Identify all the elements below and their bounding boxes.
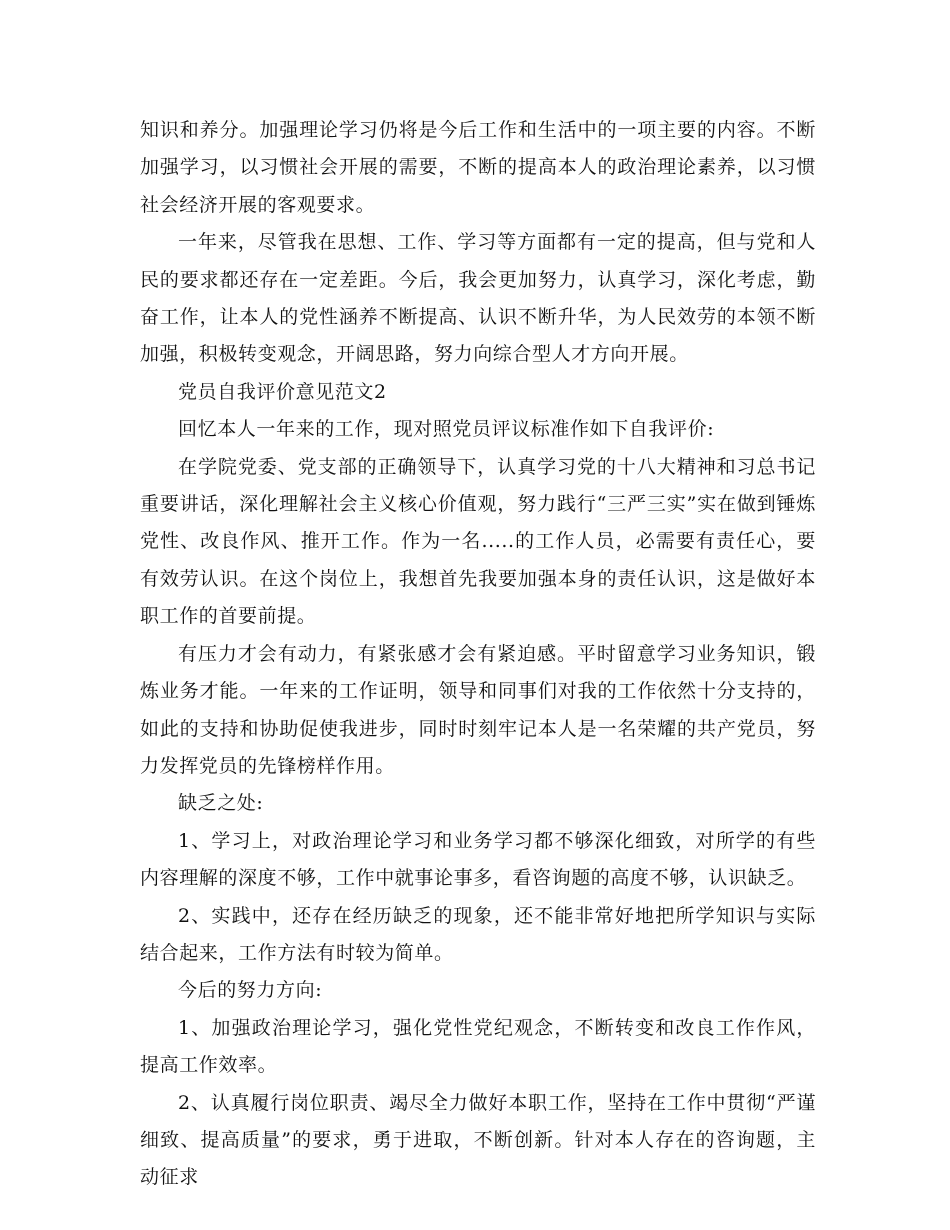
document-body bbox=[140, 112, 816, 1197]
paragraph-continuation: 知识和养分。加强理论学习仍将是今后工作和生活中的一项主要的内容。不断加强学习，以习惯社会开展的需要，不断的提高本人的政治理论素养，以习惯社会经济开展的客观要求。 bbox=[140, 119, 816, 216]
direction-item-2: 2、认真履行岗位职责、竭尽全力做好本职工作，坚持在工作中贯彻“严谨细致、提高质量”的要求，勇于进取，不断创新。针对本人存在的咨询题，主动征求 bbox=[140, 1091, 816, 1189]
shortcoming-item-1: 1、学习上，对政治理论学习和业务学习都不够深化细致，对所学的有些内容理解的深度不够，工作中就事论事多，看咨询题的高度不够，认识缺乏。 bbox=[140, 829, 816, 890]
shortcoming-item-2: 2、实践中，还存在经历缺乏的现象，还不能非常好地把所学知识与实际结合起来，工作方法有时较为简单。 bbox=[140, 904, 816, 964]
paragraph-pressure: 有压力才会有动力，有紧张感才会有紧迫感。平时留意学习业务知识，锻炼业务才能。一年来的工作证明，领导和同事们对我的工作依然十分支持的，如此的支持和协助促使我进步，同时时刻牢记本人是一名荣耀的共产党员，努力发挥党员的先锋榜样作用。 bbox=[140, 642, 816, 777]
section-heading: 党员自我评价意见范文2 bbox=[178, 380, 387, 403]
paragraph-leadership: 在学院党委、党支部的正确领导下，认真学习党的十八大精神和习总书记重要讲话，深化理解社会主义核心价值观，努力践行“三严三实”实在做到锤炼党性、改良作风、推开工作。作为一名.....的工作人员，必需要有责任心，要有效劳认识。在这个岗位上，我想首先我要加强本身的责任认识，这是做好本职工作的首要前提。 bbox=[140, 455, 816, 628]
paragraph-summary: 一年来，尽管我在思想、工作、学习等方面都有一定的提高，但与党和人民的要求都还存在一定差距。今后，我会更加努力，认真学习，深化考虑，勤奋工作，让本人的党性涵养不断提高、认识不断升华，为人民效劳的本领不断加强，积极转变观念，开阔思路，努力向综合型人才方向开展。 bbox=[140, 231, 816, 366]
direction-heading: 今后的努力方向: bbox=[178, 979, 323, 1002]
shortcomings-heading: 缺乏之处: bbox=[178, 792, 264, 815]
direction-item-1: 1、加强政治理论学习，强化党性党纪观念，不断转变和改良工作作风，提高工作效率。 bbox=[140, 1016, 816, 1077]
paragraph-intro: 回忆本人一年来的工作，现对照党员评议标准作如下自我评价: bbox=[178, 418, 715, 441]
